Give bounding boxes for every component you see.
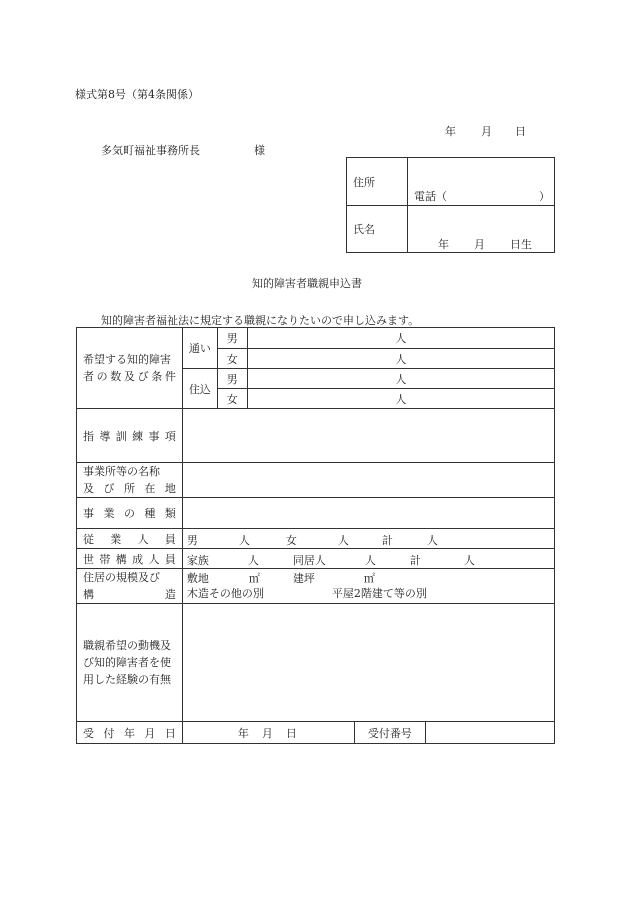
phone-close: ） xyxy=(539,190,550,203)
household-label-cell xyxy=(77,549,183,569)
date-day-label: 日 xyxy=(515,125,526,138)
business-name-label-cell xyxy=(77,463,183,498)
desired-label-line1: 希望する知的障害 xyxy=(83,353,171,366)
address-label: 住所 xyxy=(353,175,375,189)
date-month-label: 月 xyxy=(481,125,492,138)
guidance-label-cell xyxy=(77,409,183,463)
addressee-honorific: 様 xyxy=(254,144,265,157)
employees-total-label: 計 xyxy=(381,534,393,547)
business-type-label-cell xyxy=(77,498,183,529)
birth-year-label: 年 xyxy=(438,238,449,251)
business-name-field[interactable] xyxy=(182,463,554,498)
household-total-unit: 人 xyxy=(463,554,475,567)
housing-label-line1: 住居の規模及び xyxy=(83,571,160,584)
birth-day-label: 日生 xyxy=(510,238,532,251)
applicant-table xyxy=(346,157,555,253)
receipt-number-label: 受付番号 xyxy=(367,726,412,740)
employees-female-unit: 人 xyxy=(337,534,349,547)
motivation-label-cell xyxy=(77,604,183,722)
motivation-label-line2: び知的障害者を使 xyxy=(83,656,171,669)
receipt-month-label: 月 xyxy=(261,727,273,740)
housing-field[interactable] xyxy=(182,569,554,604)
household-family-label: 家族 xyxy=(186,554,209,567)
employees-female-label: 女 xyxy=(285,534,297,547)
housing-label-line2: 構 造 xyxy=(83,588,176,601)
commute-female-unit: 人 xyxy=(395,352,407,366)
livein-male-label-cell xyxy=(217,369,247,389)
livein-female-label-cell xyxy=(217,389,247,409)
housing-label-cell xyxy=(77,569,183,604)
livein-male-count-field[interactable] xyxy=(247,369,554,389)
desired-label-cell xyxy=(77,328,183,409)
receipt-date-label-cell xyxy=(77,722,183,744)
household-cohabitant-label: 同居人 xyxy=(292,554,326,567)
commute-male-count-field[interactable] xyxy=(247,328,554,349)
desired-label-line2: 者 の 数 及 び 条 件 xyxy=(83,370,176,383)
guidance-field[interactable] xyxy=(182,409,554,463)
name-label: 氏名 xyxy=(353,223,375,236)
commute-male-label: 男 xyxy=(226,332,238,345)
household-cohabitant-unit: 人 xyxy=(364,554,376,567)
housing-site-label: 敷地 xyxy=(186,572,209,585)
livein-male-label: 男 xyxy=(226,372,238,386)
housing-site-unit: ㎡ xyxy=(248,572,260,585)
employees-field[interactable] xyxy=(182,529,554,549)
application-form-table xyxy=(76,327,555,744)
housing-storeys-label: 平屋2階建て等の別 xyxy=(331,587,427,600)
name-field[interactable] xyxy=(408,206,555,253)
business-name-label-line1: 事業所等の名称 xyxy=(83,465,160,478)
receipt-day-label: 日 xyxy=(285,727,297,740)
business-name-label-line2: 及 び 所 在 地 xyxy=(83,482,176,495)
intro-text: 知的障害者福祉法に規定する職親になりたいので申し込みます。 xyxy=(101,314,420,327)
employees-total-unit: 人 xyxy=(426,534,438,547)
housing-floor-label: 建坪 xyxy=(292,572,315,585)
business-type-label: 事 業 の 種 類 xyxy=(83,507,176,520)
household-family-unit: 人 xyxy=(247,554,259,567)
receipt-date-field[interactable] xyxy=(183,722,355,743)
birth-month-label: 月 xyxy=(474,238,485,251)
livein-male-unit: 人 xyxy=(395,372,407,386)
phone-label: 電話（ xyxy=(414,190,447,203)
receipt-row xyxy=(182,722,554,744)
livein-label-cell xyxy=(182,369,217,409)
form-title: 知的障害者職親申込書 xyxy=(252,277,362,290)
employees-male-label: 男 xyxy=(186,534,198,547)
commute-female-label-cell xyxy=(217,349,247,369)
household-total-label: 計 xyxy=(409,554,421,567)
household-label: 世 帯 構 成 人 員 xyxy=(83,552,176,566)
motivation-label-line1: 職親希望の動機及 xyxy=(83,639,171,652)
guidance-label: 指 導 訓 練 事 項 xyxy=(83,429,176,443)
name-label-cell xyxy=(347,206,408,253)
employees-label-cell xyxy=(77,529,183,549)
form-number: 様式第8号（第4条関係） xyxy=(75,88,199,101)
commute-male-unit: 人 xyxy=(395,332,407,345)
receipt-number-field[interactable] xyxy=(426,722,554,743)
livein-female-count-field[interactable] xyxy=(247,389,554,409)
receipt-year-label: 年 xyxy=(237,727,249,740)
business-type-field[interactable] xyxy=(182,498,554,529)
livein-label: 住込 xyxy=(188,382,211,396)
motivation-label-line3: 用した経験の有無 xyxy=(83,673,171,686)
commute-male-label-cell xyxy=(217,328,247,349)
household-field[interactable] xyxy=(182,549,554,569)
commute-female-count-field[interactable] xyxy=(247,349,554,369)
address-field[interactable] xyxy=(408,158,555,206)
commute-label-cell xyxy=(182,328,217,369)
receipt-date-label: 受 付 年 月 日 xyxy=(83,726,176,740)
commute-label: 通い xyxy=(188,342,211,355)
employees-male-unit: 人 xyxy=(238,534,250,547)
housing-floor-unit: ㎡ xyxy=(363,572,375,585)
addressee-office: 多気町福祉事務所長 xyxy=(101,144,200,157)
address-label-cell xyxy=(347,158,408,206)
livein-female-label: 女 xyxy=(226,392,238,406)
date-year-label: 年 xyxy=(445,125,456,138)
livein-female-unit: 人 xyxy=(395,392,407,406)
commute-female-label: 女 xyxy=(226,352,238,366)
motivation-field[interactable] xyxy=(182,604,554,722)
receipt-number-label-cell xyxy=(355,722,426,743)
employees-label: 従 業 人 員 xyxy=(83,532,176,546)
housing-construction-label: 木造その他の別 xyxy=(186,587,264,600)
